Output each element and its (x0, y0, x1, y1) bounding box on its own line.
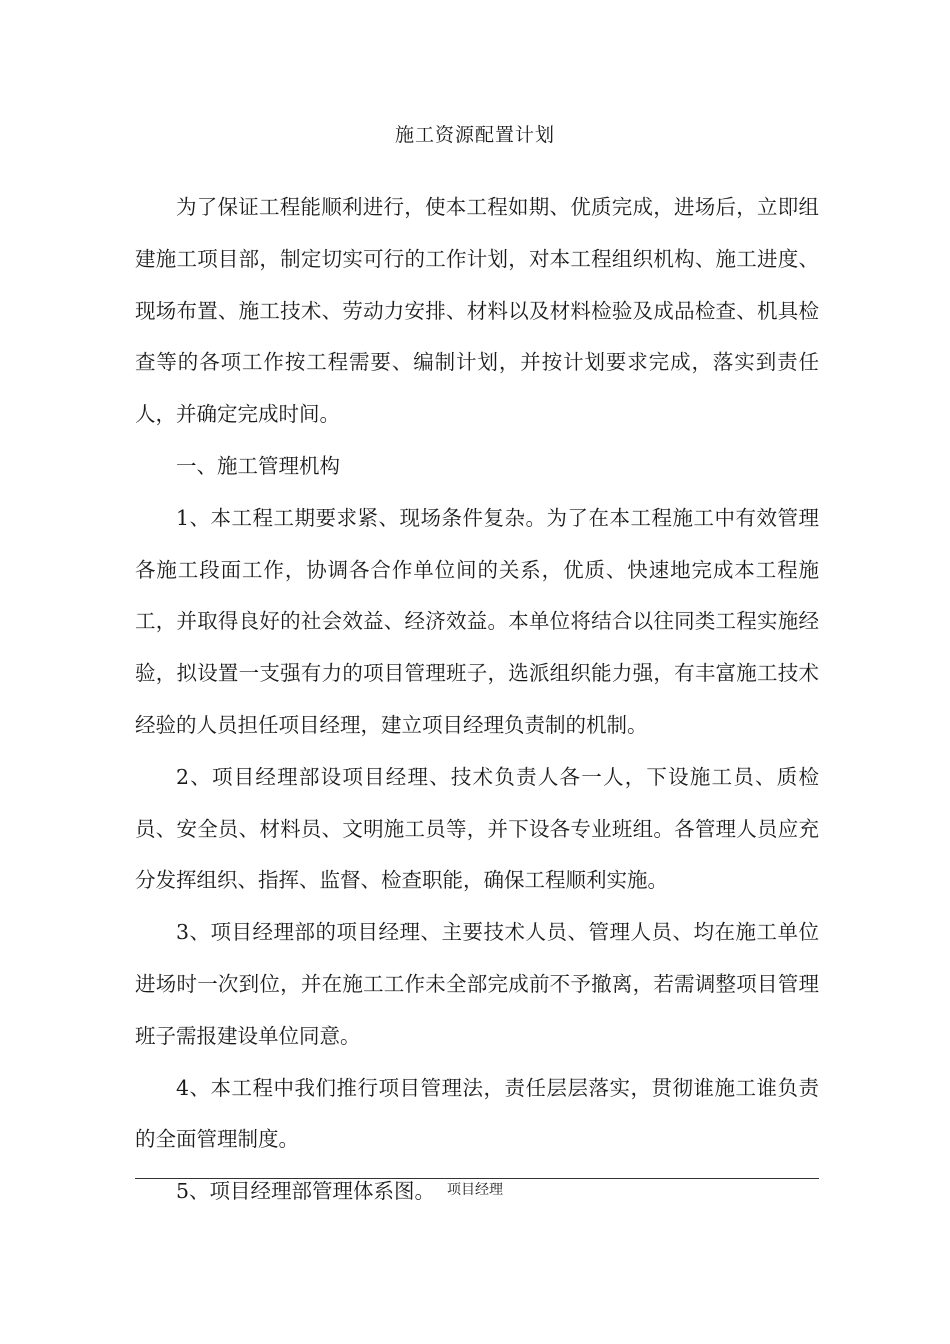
paragraph-item-1: 1、本工程工期要求紧、现场条件复杂。为了在本工程施工中有效管理各施工段面工作，协调各合作单位间的关系，优质、快速地完成本工程施工，并取得良好的社会效益、经济效益。本单位将结合以往同类工程实施经验，拟设置一支强有力的项目管理班子，选派组织能力强，有丰富施工技术经验的人员担任项目经理，建立项目经理负责制的机制。 (135, 505, 819, 737)
paragraph-intro: 为了保证工程能顺利进行，使本工程如期、优质完成，进场后，立即组建施工项目部，制定切实可行的工作计划，对本工程组织机构、施工进度、现场布置、施工技术、劳动力安排、材料以及材料检验及成品检查、机具检查等的各项工作按工程需要、编制计划，并按计划要求完成，落实到责任人，并确定完成时间。 (135, 195, 819, 427)
paragraph-item-2: 2、项目经理部设项目经理、技术负责人各一人，下设施工员、质检员、安全员、材料员、文明施工员等，并下设各专业班组。各管理人员应充分发挥组织、指挥、监督、检查职能，确保工程顺利实施。 (135, 764, 819, 893)
document-body (135, 182, 819, 1218)
org-chart-root-label: 项目经理 (447, 1182, 503, 1198)
paragraph-item-5: 5、项目经理部管理体系图。 (176, 1179, 436, 1204)
paragraph-item-4: 4、本工程中我们推行项目管理法，责任层层落实，贯彻谁施工谁负责的全面管理制度。 (135, 1075, 819, 1152)
chart-top-rule (135, 1178, 819, 1179)
paragraph-item-3: 3、项目经理部的项目经理、主要技术人员、管理人员、均在施工单位进场时一次到位，并在施工工作未全部完成前不予撤离，若需调整项目管理班子需报建设单位同意。 (135, 920, 819, 1048)
document-title: 施工资源配置计划 (394, 124, 555, 146)
section-heading-management: 一、施工管理机构 (176, 453, 340, 478)
